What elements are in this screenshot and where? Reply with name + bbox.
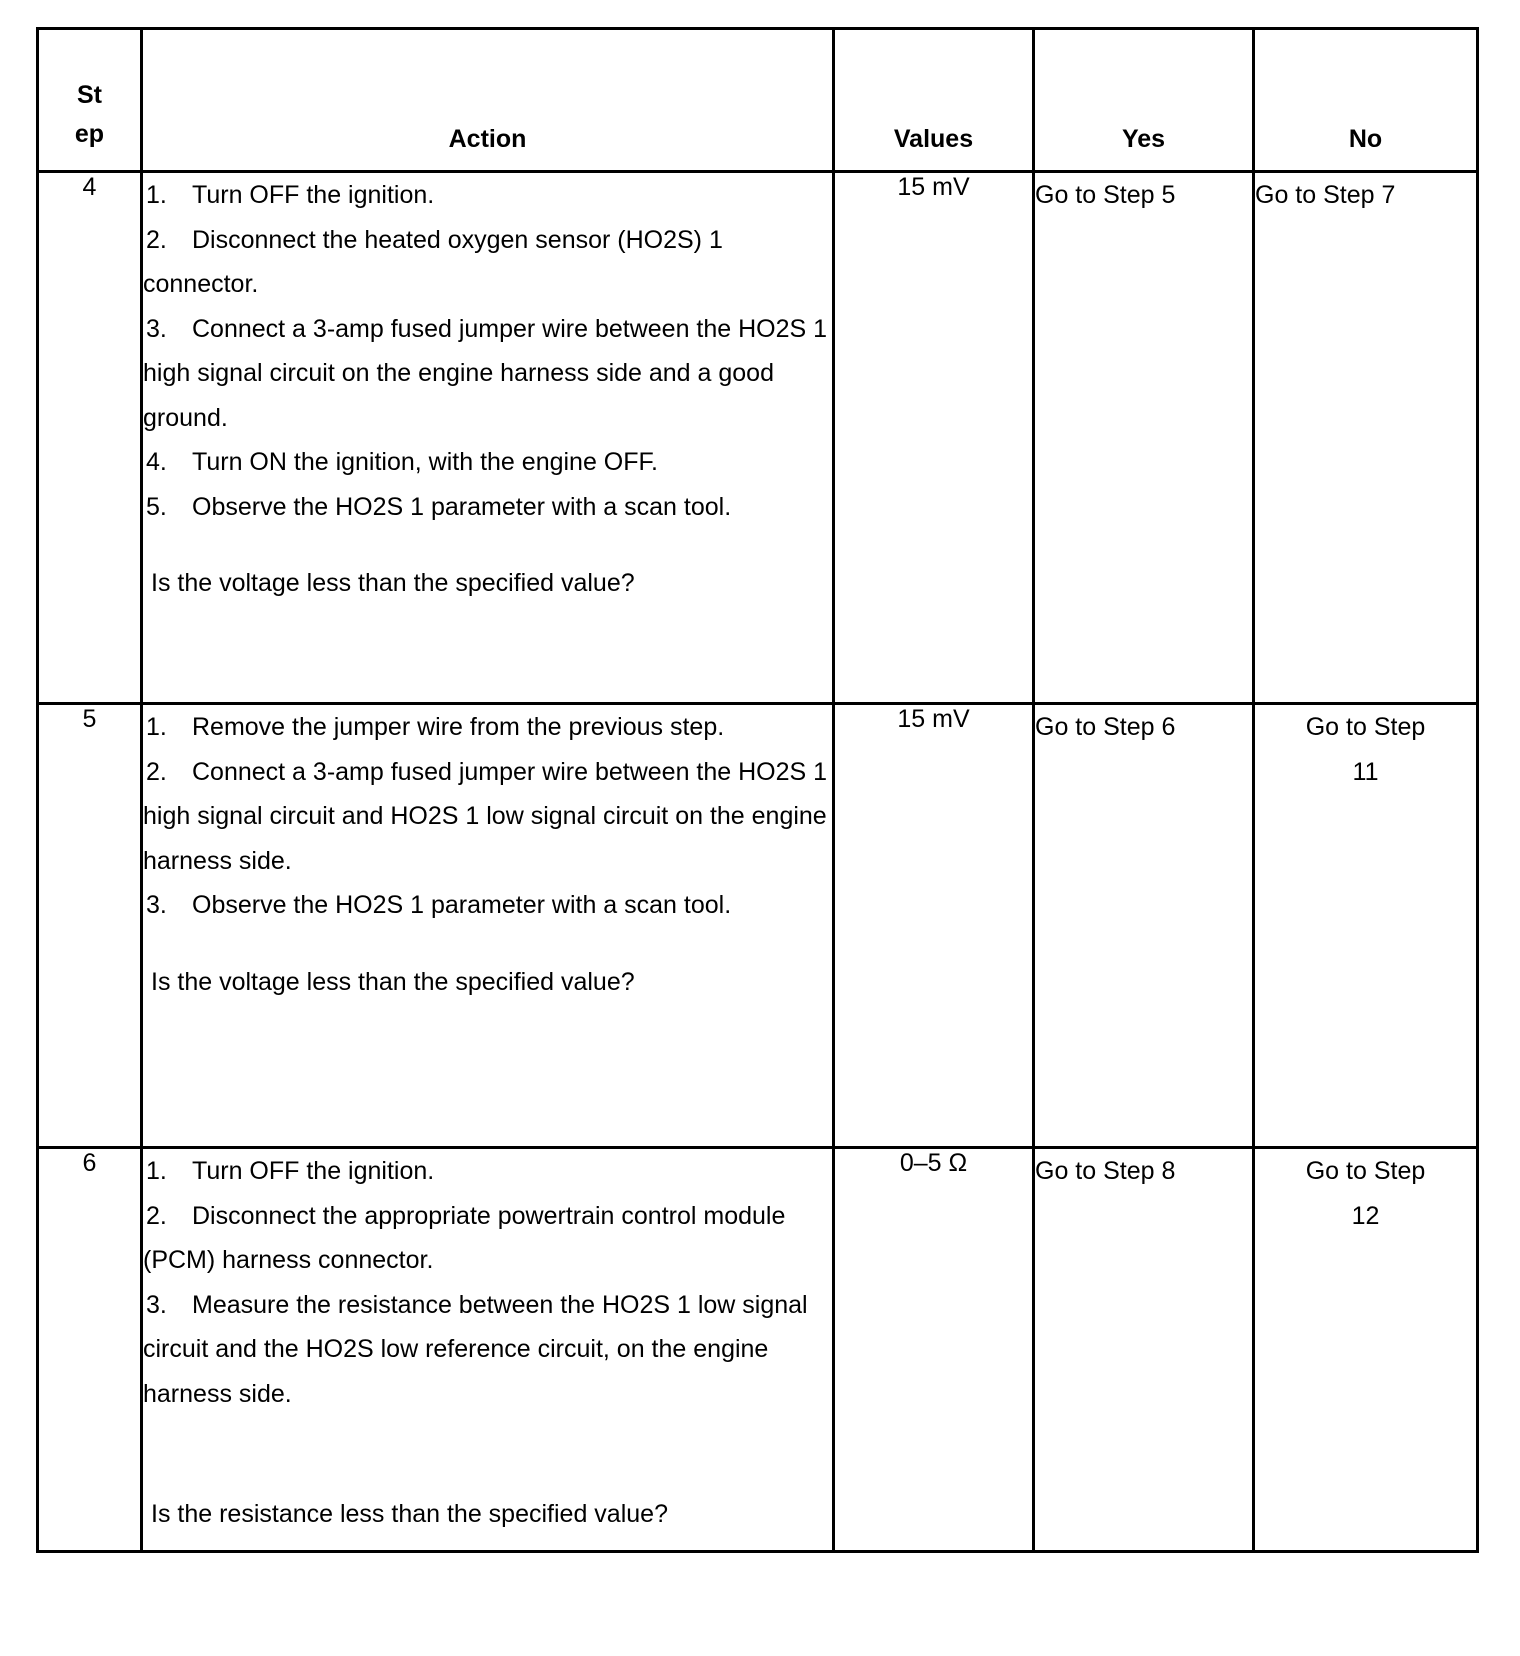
diagnostic-table xyxy=(36,27,1479,1553)
no-cell xyxy=(1254,704,1478,1148)
action-question: Is the voltage less than the specified value? xyxy=(151,569,635,597)
table-row-step-6 xyxy=(38,1148,1478,1552)
no-cell-line1: Go to Step xyxy=(1305,713,1426,741)
yes-cell: Go to Step 5 xyxy=(1034,172,1254,704)
header-values: Values xyxy=(834,29,1034,172)
action-step: 5. Observe the HO2S 1 parameter with a scan tool. xyxy=(146,492,732,521)
action-step: 3. Measure the resistance between the HO2S 1 low signal circuit and the HO2S low reference circuit, on the engine harness side. xyxy=(143,1290,808,1408)
step-number: 5 xyxy=(38,704,142,1148)
header-step-line2: ep xyxy=(74,120,105,148)
value-cell: 0–5 Ω xyxy=(834,1148,1034,1552)
no-cell-line1: Go to Step xyxy=(1305,1157,1426,1185)
header-row xyxy=(38,29,1478,172)
step-number: 4 xyxy=(38,172,142,704)
action-step: 2. Connect a 3-amp fused jumper wire between the HO2S 1 high signal circuit and HO2S 1 low signal circuit on the engine harness side. xyxy=(143,757,828,875)
yes-cell: Go to Step 8 xyxy=(1034,1148,1254,1552)
header-step-line1: St xyxy=(77,81,102,109)
value-cell: 15 mV xyxy=(834,172,1034,704)
value-cell: 15 mV xyxy=(834,704,1034,1148)
table-row-step-4 xyxy=(38,172,1478,704)
action-step: 4. Turn ON the ignition, with the engine OFF. xyxy=(146,448,658,476)
no-cell-line1: Go to Step 7 xyxy=(1255,181,1396,209)
no-cell-line2: 12 xyxy=(1351,1201,1380,1230)
action-question: Is the resistance less than the specified value? xyxy=(151,1500,668,1528)
no-cell xyxy=(1254,1148,1478,1552)
action-step: 2. Disconnect the appropriate powertrain control module (PCM) harness connector. xyxy=(143,1201,786,1274)
action-question: Is the voltage less than the specified value? xyxy=(151,967,635,996)
table-row-step-5 xyxy=(38,704,1478,1148)
action-cell xyxy=(142,172,834,704)
action-step: 1. Turn OFF the ignition. xyxy=(146,1157,435,1185)
header-no: No xyxy=(1254,29,1478,172)
action-step: 3. Connect a 3-amp fused jumper wire between the HO2S 1 high signal circuit on the engine harness side and a good ground. xyxy=(143,314,828,432)
no-cell-line2: 11 xyxy=(1352,757,1379,786)
action-step: 1. Remove the jumper wire from the previous step. xyxy=(146,713,725,741)
header-yes: Yes xyxy=(1034,29,1254,172)
no-cell xyxy=(1254,172,1478,704)
yes-cell: Go to Step 6 xyxy=(1034,704,1254,1148)
header-action: Action xyxy=(142,29,834,172)
action-cell xyxy=(142,704,834,1148)
step-number: 6 xyxy=(38,1148,142,1552)
action-step: 3. Observe the HO2S 1 parameter with a scan tool. xyxy=(146,891,732,919)
action-step: 2. Disconnect the heated oxygen sensor (HO2S) 1 connector. xyxy=(143,225,723,298)
header-step xyxy=(38,29,142,172)
action-step: 1. Turn OFF the ignition. xyxy=(146,181,435,209)
action-cell xyxy=(142,1148,834,1552)
